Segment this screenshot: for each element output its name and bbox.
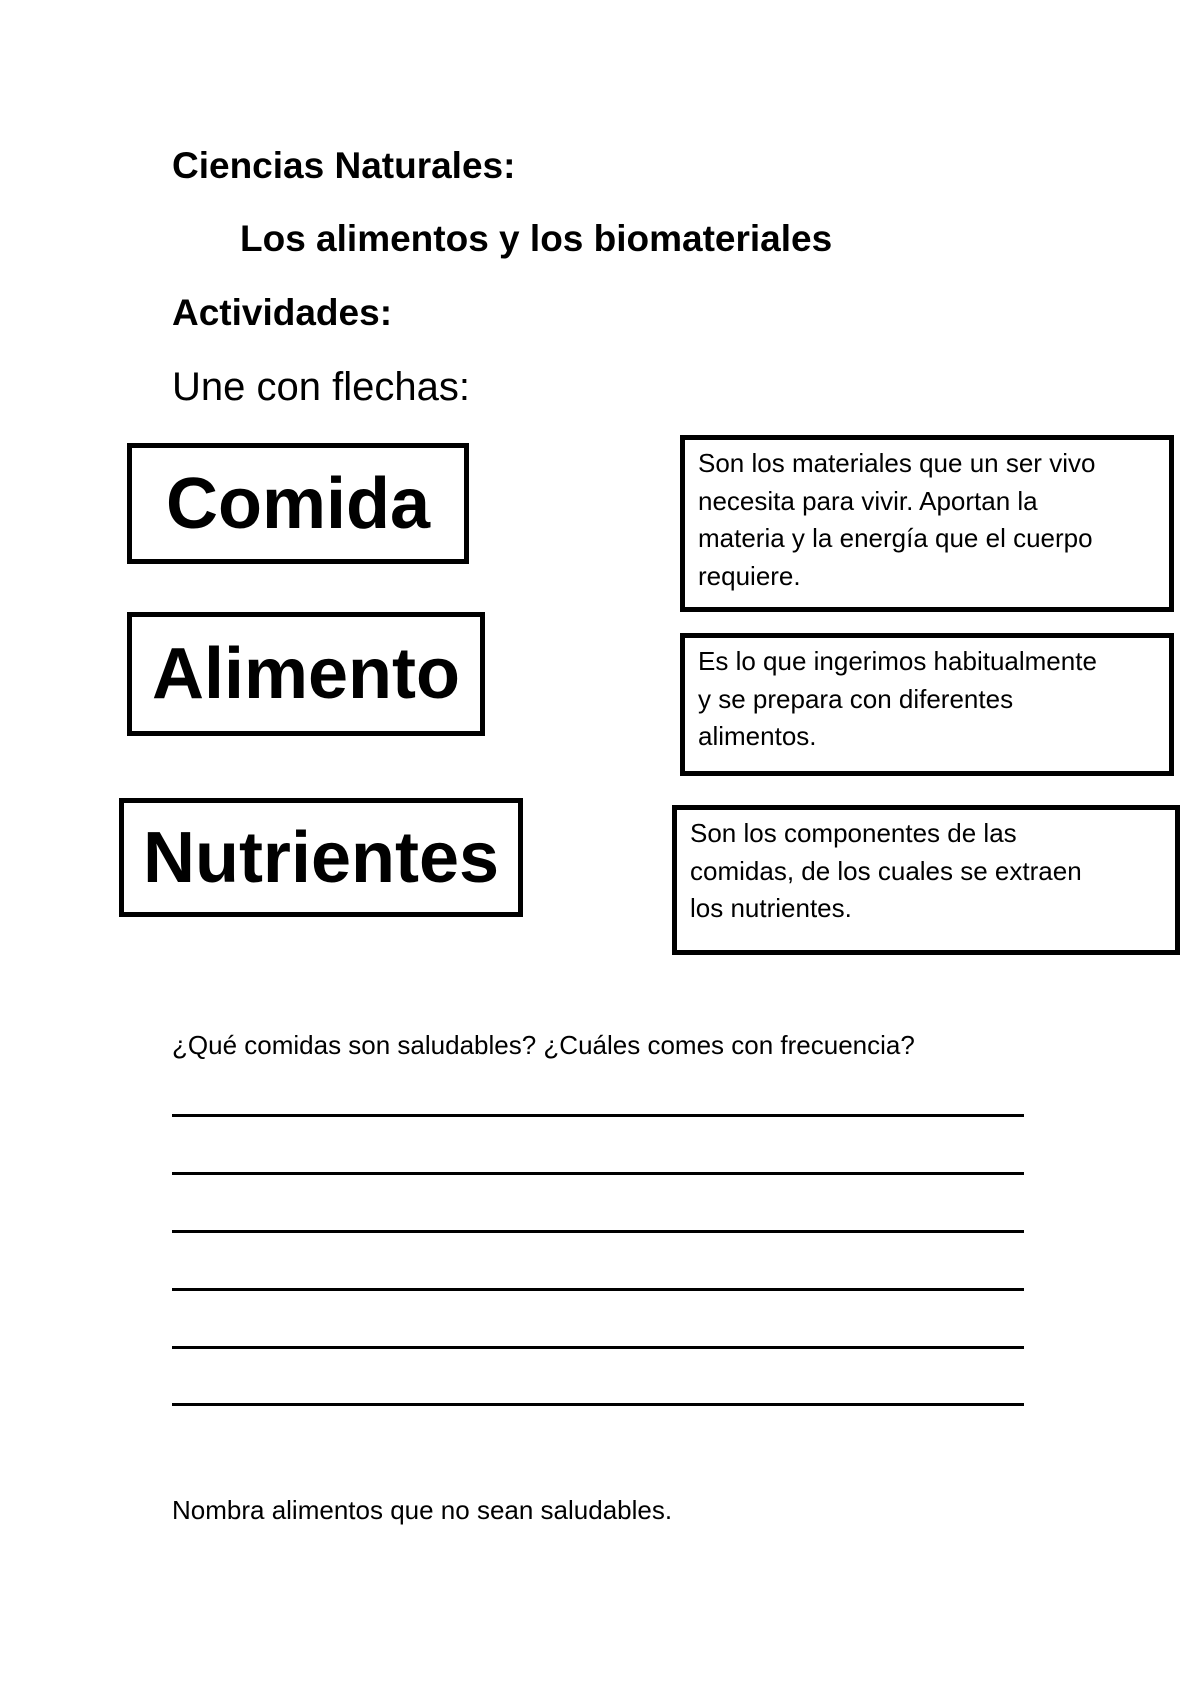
definition-box-3 [672,805,1180,955]
term-label: Comida [165,463,431,544]
definition-line: comidas, de los cuales se extraen [690,855,1082,886]
definition-box-1 [680,435,1174,612]
topic-heading: Los alimentos y los biomateriales [240,218,833,259]
definition-line: Son los componentes de las [690,818,1017,848]
answer-line[interactable] [172,1114,1024,1117]
term-box-alimento [127,612,485,736]
answer-line[interactable] [172,1172,1024,1175]
definition-line: necesita para vivir. Aportan la [698,485,1038,516]
answer-line[interactable] [172,1288,1024,1291]
subject-heading: Ciencias Naturales: [172,145,516,186]
definition-line: Son los materiales que un ser vivo [698,448,1096,478]
definition-line: materia y la energía que el cuerpo [698,523,1093,553]
question-text: ¿Qué comidas son saludables? ¿Cuáles comes con frecuencia? [172,1030,915,1060]
term-label: Nutrientes [142,817,500,898]
final-prompt: Nombra alimentos que no sean saludables. [172,1495,673,1525]
definition-box-2 [680,633,1174,776]
activities-heading: Actividades: [172,292,393,333]
term-box-comida [127,443,469,564]
term-box-nutrientes [119,798,523,917]
answer-line[interactable] [172,1403,1024,1406]
definition-line: alimentos. [698,721,817,751]
answer-line[interactable] [172,1346,1024,1349]
answer-line[interactable] [172,1230,1024,1233]
definition-line: requiere. [698,560,801,591]
term-label: Alimento [151,634,460,714]
definition-line: Es lo que ingerimos habitualmente [698,646,1097,676]
definition-line: y se prepara con diferentes [698,683,1014,714]
definition-line: los nutrientes. [690,893,852,923]
matching-instruction: Une con flechas: [172,365,470,409]
